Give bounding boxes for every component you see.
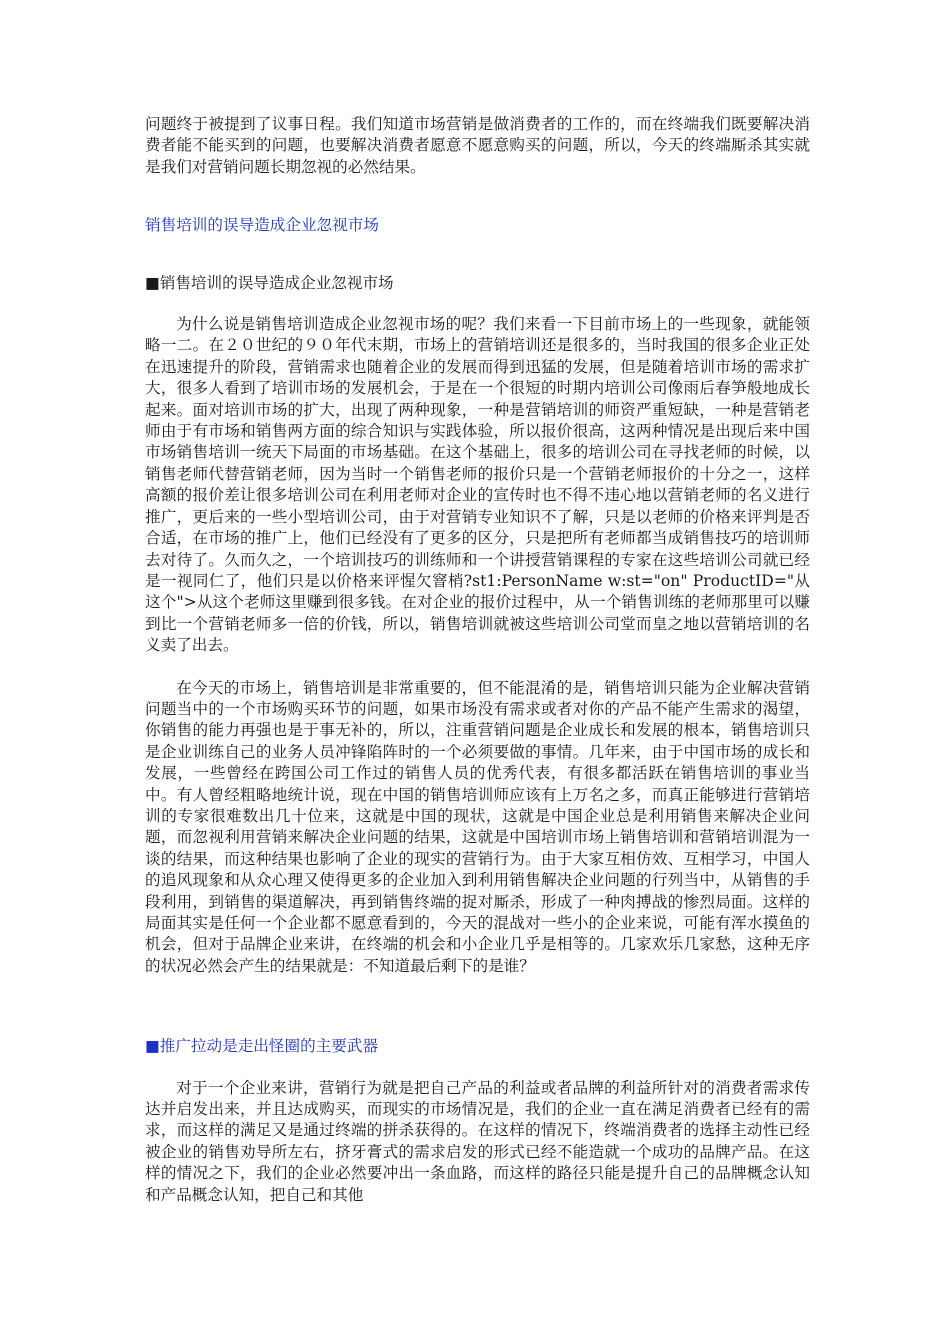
spacer (145, 977, 810, 1036)
spacer (145, 237, 810, 273)
section-link-title[interactable]: 销售培训的误导造成企业忽视市场 (145, 216, 379, 235)
spacer (145, 294, 810, 314)
body-paragraph: 对于一个企业来讲，营销行为就是把自己产品的利益或者品牌的利益所针对的消费者需求传达并启发出来，并且达成购买，而现实的市场情况是，我们的企业一直在满足消费者已经有的需求，而这样的满足又是通过终端的拼杀获得的。在这样的情况下，终端消费者的选择主动性已经被企业的销售劝导所左右，挤牙膏式的需求启发的形式已经不能造就一个成功的品牌产品。在这样的情况之下，我们的企业必然要冲出一条血路，而这样的路径只能是提升自己的品牌概念认知和产品概念认知，把自己和其他 (145, 1078, 810, 1204)
intro-paragraph: 问题终于被提到了议事日程。我们知道市场营销是做消费者的工作的，而在终端我们既要解决消费者能不能买到的问题，也要解决消费者愿意不愿意购买的问题，所以，今天的终端厮杀其实就是我们对营销问题长期忽视的必然结果。 (145, 115, 810, 176)
section-heading-blue: ■推广拉动是走出怪圈的主要武器 (145, 1037, 379, 1056)
document-body (145, 114, 810, 1206)
spacer (145, 657, 810, 678)
spacer (145, 1058, 810, 1078)
section-heading: ■销售培训的误导造成企业忽视市场 (145, 273, 394, 292)
body-paragraph: 在今天的市场上，销售培训是非常重要的，但不能混淆的是，销售培训只能为企业解决营销问题当中的一个市场购买环节的问题，如果市场没有需求或者对你的产品不能产生需求的渴望，你销售的能力再强也是于事无补的，所以，注重营销问题是企业成长和发展的根本，销售培训只是企业训练自己的业务人员冲锋陷阵时的一个必须要做的事情。几年来，由于中国市场的成长和发展，一些曾经在跨国公司工作过的销售人员的优秀代表，有很多都活跃在销售培训的事业当中。有人曾经粗略地统计说，现在中国的销售培训师应该有上万名之多，而真正能够进行营销培训的专家很难数出几十位来，这就是中国的现状，这就是中国企业总是利用销售来解决企业问题，而忽视利用营销来解决企业问题的结果，这就是中国培训市场上销售培训和营销培训混为一谈的结果，而这种结果也影响了企业的现实的营销行为。由于大家互相仿效、互相学习，中国人的追风现象和从众心理又使得更多的企业加入到利用销售解决企业问题的行列当中，从销售的手段利用，到销售的渠道解决，再到销售终端的捉对厮杀，形成了一种肉搏战的惨烈局面。这样的局面其实是任何一个企业都不愿意看到的，今天的混战对一些小的企业来说，可能有浑水摸鱼的机会，但对于品牌企业来讲，在终端的机会和小企业几乎是相等的。几家欢乐几家愁，这种无序的状况必然会产生的结果就是：不知道最后剩下的是谁？ (145, 678, 810, 975)
body-paragraph: 为什么说是销售培训造成企业忽视市场的呢？我们来看一下目前市场上的一些现象，就能领略一二。在２０世纪的９０年代末期，市场上的营销培训还是很多的，当时我国的很多企业正处在迅速提升的阶段，营销需求也随着企业的发展而得到迅猛的发展，但是随着培训市场的需求扩大，很多人看到了培训市场的发展机会，于是在一个很短的时期内培训公司像雨后春笋般地成长起来。面对培训市场的扩大，出现了两种现象，一种是营销培训的师资严重短缺，一种是营销老师由于有市场和销售两方面的综合知识与实践体验，所以报价很高，这两种情况是出现后来中国市场销售培训一统天下局面的市场基础。在这个基础上，很多的培训公司在寻找老师的时候，以销售老师代替营销老师，因为当时一个销售老师的报价只是一个营销老师报价的十分之一，这样高额的报价差让很多培训公司在利用老师对企业的宣传时也不得不违心地以营销老师的名义进行推广，更后来的一些小型培训公司，由于对营销专业知识不了解，只是以老师的价格来评判是否合适，在市场的推广上，他们已经没有了更多的区分，只是把所有老师都当成销售技巧的培训师去对待了。久而久之，一个培训技巧的训练师和一个讲授营销课程的专家在这些培训公司就已经是一视同仁了，他们只是以价格来评惺欠窨梢?st1:PersonName w:st="on" ProductID="从这个">从这个老师这里赚到很多钱。在对企业的报价过程中，从一个销售训练的老师那里可以赚到比一个营销老师多一倍的价钱，所以，销售培训就被这些培训公司堂而皇之地以营销培训的名义卖了出去。 (145, 315, 810, 655)
spacer (145, 178, 810, 215)
